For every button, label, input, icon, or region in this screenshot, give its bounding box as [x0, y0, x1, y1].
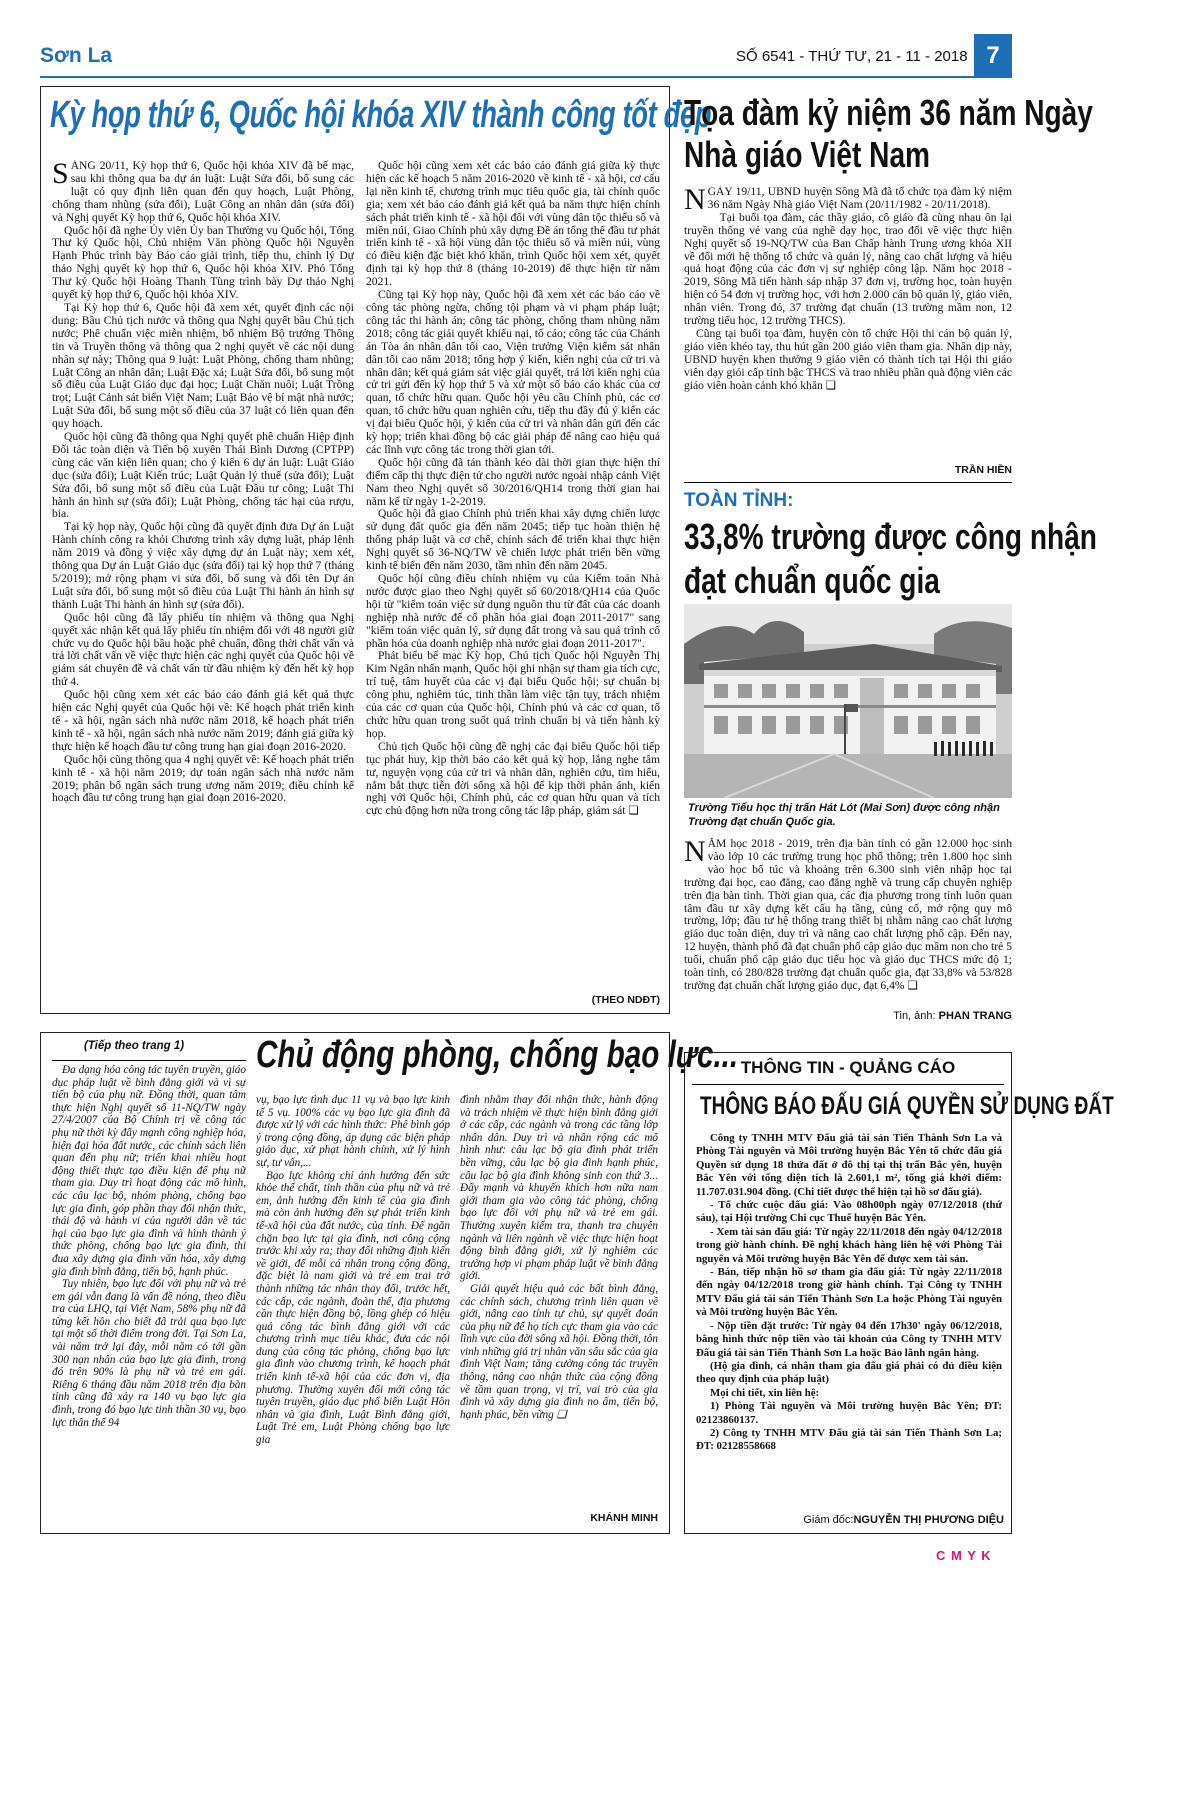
continued-label: (Tiếp theo trang 1) [84, 1040, 185, 1052]
divider [684, 482, 1012, 483]
main-article-byline: (THEO NDĐT) [591, 994, 660, 1006]
byline-prefix: Tin, ảnh: [893, 1010, 936, 1022]
advert-header-rule [692, 1084, 1004, 1085]
school-article-title-2: đạt chuẩn quốc gia [684, 560, 940, 601]
teacher-article-title-1: Tọa đàm kỷ niệm 36 năm Ngày [684, 92, 1093, 133]
school-article-kicker: TOÀN TỈNH: [684, 490, 794, 511]
dropcap: N [684, 838, 706, 868]
school-photo [684, 604, 1012, 798]
teacher-article-body: NGÀY 19/11, UBND huyện Sông Mã đã tổ chức tọa đàm kỷ niệm 36 năm Ngày Nhà giáo Việt Nam (20/11/1982 - 20/11/2018). Tại buổi tọa đàm, các thầy giáo, cô giáo đã cùng nhau ôn lại truyền thống vẻ vang của nghề dạy học, trao đổi về việc thực hiện Nghị quyết số 19-NQ/TW của Ban Chấp hành Trung ương khóa XII về đổi mới hệ thống tổ chức và quản lý, nâng cao chất lượng và hiệu quả hoạt động của các đơn vị sự nghiệp công lập. Năm học 2018 - 2019, Sông Mã tiến hành sáp nhập 37 đơn vị, trường học, toàn huyện hiện có 54 đơn vị trường học, với hơn 2.000 cán bộ quản lý, giáo viên, nhân viên. Trong đó, 37 trường đạt chuẩn (13 trường mầm non, 12 trường tiểu học, 12 trường THCS). Cũng tại buổi tọa đàm, huyện còn tổ chức Hội thi cán bộ quản lý, giáo viên khéo tay, thu hút gần 200 giáo viên tham gia. Nhân dịp này, UBND huyện khen thưởng 9 giáo viên có thành tích tại Hội thi giáo viên dạy giỏi cấp tỉnh bậc THCS và trao nhiều phần quà động viên các giáo viên hoàn cảnh khó khăn ❑ [684, 186, 1012, 392]
school-article-body: NĂM học 2018 - 2019, trên địa bàn tỉnh có gần 12.000 học sinh vào lớp 10 các trường trung học phổ thông; trên 1.800 học sinh vào học bổ túc và khoảng trên 6.300 sinh viên nhập học tại trường đại học, cao đẳng, cao đẳng nghề và trung cấp chuyên nghiệp trên địa bàn tỉnh. Thời gian qua, các địa phương trong tỉnh luôn quan tâm đầu tư xây dựng kết cấu hạ tầng, củng cố, mở rộng quy mô trường, lớp; đầu tư hệ thống trang thiết bị nhằm nâng cao chất lượng giáo dục toàn diện, duy trì và nâng cao chất lượng phổ cập. Đến nay, 12 huyện, thành phố đã đạt chuẩn phổ cập giáo dục mầm non cho trẻ 5 tuổi, chuẩn phổ cập giáo dục tiểu học và giáo dục THCS mức độ 1; toàn tỉnh, có 280/828 trường đạt chuẩn quốc gia, đạt 33,8% và 53/828 trường đạt chuẩn chất lượng giáo dục, đạt 6,4% ❑ [684, 838, 1012, 992]
page-number: 7 [974, 34, 1012, 78]
main-article-col2: Quốc hội cũng xem xét các báo cáo đánh giá giữa kỳ thực hiện các kế hoạch 5 năm 2016-2020 về kinh tế - xã hội, cơ cấu lại nền kinh tế, chương trình mục tiêu quốc gia, tài chính quốc gia; xem xét báo cáo đánh giá kết quả ba năm thực hiện chính sách phát triển kinh tế - xã hội đối với vùng dân tộc thiểu số và miền núi, Giao Chính phủ xây dựng Đề án tổng thể đầu tư phát triển kinh tế - xã hội vùng dân tộc thiểu số và miền núi, vùng có điều kiện đặc biệt khó khăn, trình Quốc hội xem xét, quyết định tại kỳ họp thứ 8 (tháng 10-2019) để thực hiện từ năm 2021. Cũng tại Kỳ họp này, Quốc hội đã xem xét các báo cáo về công tác phòng ngừa, chống tội phạm và vi phạm pháp luật; công tác thi hành án; công tác phòng, chống tham nhũng năm 2018; công tác giải quyết khiếu nại, tố cáo; công tác của Chánh án Tòa án nhân dân tối cao, Viện trưởng Viện kiểm sát nhân dân tối cao năm 2018; tổng hợp ý kiến, kiến nghị của cử tri và nhân dân; kết quả giám sát việc giải quyết, trả lời kiến nghị của cử tri gửi đến kỳ họp thứ 5 và xử một số báo cáo khác của cơ quan, tổ chức hữu quan. Quốc hội yêu cầu Chính phủ, các cơ quan, tổ chức hữu quan nghiên cứu, tiếp thu đầy đủ ý kiến các vị đại biểu Quốc hội, ý kiến của cử tri và nhân dân gửi đến các kỳ họp; triển khai đồng bộ các giải pháp để nâng cao hiệu quả các lĩnh vực công tác trong thời gian tới. Quốc hội cũng đã tán thành kéo dài thời gian thực hiện thí điểm cấp thị thực điện tử cho người nước ngoài nhập cảnh Việt Nam theo Nghị quyết số 30/2016/QH14 trong thời gian hai năm kể từ ngày 1-2-2019. Quốc hội đã giao Chính phủ triển khai xây dựng chiến lược sử dụng đất quốc gia đến năm 2045; tiếp tục hoàn thiện hệ thống pháp luật và cơ chế, chính sách để triển khai thực hiện Nghị quyết số 36-NQ/TW về chiến lược phát triển bền vững kinh tế biển đến năm 2030, tầm nhìn đến năm 2045. Quốc hội cũng điều chỉnh nhiệm vụ của Kiểm toán Nhà nước được giao theo Nghị quyết số 60/2018/QH14 của Quốc hội từ "kiểm toán việc sử dụng nguồn thu từ đất của các doanh nghiệp nhà nước để cổ phần hóa giai đoạn 2011-2017" sang "kiểm toán việc quản lý, sử dụng đất trong và sau quá trình cổ phần hóa của doanh nghiệp nhà nước giai đoạn 2011-2017". Phát biểu bế mạc Kỳ họp, Chủ tịch Quốc hội Nguyễn Thị Kim Ngân nhấn mạnh, Quốc hội ghi nhận sự tham gia tích cực, trí tuệ, tâm huyết của các vị đại biểu Quốc hội; sự chuẩn bị công phu, nghiêm túc, tinh thần làm việc tận tụy, trách nhiệm của các cơ quan của Quốc hội, Chính phủ và các cơ quan, tổ chức hữu quan trong suốt quá trình chuẩn bị và tiến hành kỳ họp. Chủ tịch Quốc hội cũng đề nghị các đại biểu Quốc hội tiếp tục phát huy, kịp thời báo cáo kết quả kỳ họp, lắng nghe tâm tư, nguyện vọng của cử tri và nhân dân, nghiên cứu, tìm hiểu, nắm bắt thực tiễn đời sống xã hội để kịp thời phản ánh, kiến nghị với Quốc hội, Chính phủ, các cơ quan hữu quan và tích cực chủ động hơn nữa trong công tác lập pháp, giám sát ❑ [366, 160, 660, 818]
main-article-col1: SÁNG 20/11, Kỳ họp thứ 6, Quốc hội khóa XIV đã bế mạc, sau khi thông qua ba dự án luật: Luật Sửa đổi, bổ sung các luật có quy định liên quan đến quy hoạch, Luật Phòng, chống tham nhũng (sửa đổi), Luật Công an nhân dân (sửa đổi) và Nghị quyết Kỳ họp thứ 6, Quốc hội khóa XIV. Quốc hội đã nghe Ủy viên Ủy ban Thường vụ Quốc hội, Tổng Thư ký Quốc hội, Chủ nhiệm Văn phòng Quốc hội Nguyễn Hạnh Phúc trình bày Báo cáo giải trình, tiếp thu, chỉnh lý Dự thảo Nghị quyết kỳ họp thứ 6, Quốc hội khóa XIV. Phó Tổng Thư ký Quốc hội Hoàng Thanh Tùng trình bày Dự thảo Nghị quyết kỳ họp thứ 6, Quốc hội khóa XIV. Tại Kỳ họp thứ 6, Quốc hội đã xem xét, quyết định các nội dung: Bầu Chủ tịch nước và thông qua Nghị quyết bầu Chủ tịch nước; Phê chuẩn việc miễn nhiệm, bổ nhiệm Bộ trưởng Thông tin và Truyền thông và thông qua 2 nghị quyết về các nội dung nhân sự này; Thông qua 9 luật: Luật Phòng, chống tham nhũng; Luật Công an nhân dân; Luật Đặc xá; Luật Sửa đổi, bổ sung một số điều của Luật Giáo dục đại học; Luật Chăn nuôi; Luật Trồng trọt; Luật Cảnh sát biển Việt Nam; Luật Bảo vệ bí mật nhà nước; Luật Sửa đổi, bổ sung một số điều của 37 luật có liên quan đến quy hoạch. Quốc hội cũng đã thông qua Nghị quyết phê chuẩn Hiệp định Đối tác toàn diện và Tiến bộ xuyên Thái Bình Dương (CPTPP) cùng các văn kiện liên quan; cho ý kiến 6 dự án luật: Luật Giáo dục (sửa đổi); Luật Kiến trúc; Luật Quản lý thuế (sửa đổi); Luật Sửa đổi, bổ sung một số điều của Luật Đầu tư công; Luật Thi hành án hình sự (sửa đổi); Luật Phòng, chống tác hại của rượu, bia. Tại kỳ họp này, Quốc hội cũng đã quyết định đưa Dự án Luật Hành chính công ra khỏi Chương trình xây dựng luật, pháp lệnh năm 2019 và đồng ý việc xây dựng dự án Luật này; xem xét, thông qua Dự án Luật Giáo dục (sửa đổi) tại kỳ họp thứ 7 (tháng 5/2019); mở rộng phạm vi sửa đổi, bổ sung và đổi tên Dự án Luật sửa đổi, bổ sung một số điều của Luật Thi hành án hình sự thành Luật Thi hành án hình sự (sửa đổi). Quốc hội cũng đã lấy phiếu tín nhiệm và thông qua Nghị quyết xác nhận kết quả lấy phiếu tín nhiệm đối với 48 người giữ chức vụ do Quốc hội bầu hoặc phê chuẩn, đồng thời chất vấn và trả lời chất vấn về việc thực hiện các nghị quyết của Quốc hội về giám sát chuyên đề và chất vấn từ đầu nhiệm kỳ đến hết kỳ họp thứ 4. Quốc hội cũng xem xét các báo cáo đánh giá kết quả thực hiện các Nghị quyết của Quốc hội về: Kế hoạch phát triển kinh tế - xã hội, ngân sách nhà nước năm 2018, kế hoạch phát triển kinh tế - xã hội, ngân sách nhà nước năm 2019; đánh giá giữa kỳ thực hiện kế hoạch đầu tư công trung hạn giai đoạn 2016-2020. Quốc hội cũng thông qua 4 nghị quyết về: Kế hoạch phát triển kinh tế - xã hội năm 2019; dự toán ngân sách nhà nước năm 2019; phân bổ ngân sách trung ương năm 2019; điều chỉnh kế hoạch đầu tư công trung hạn giai đoạn 2016-2020. [52, 160, 354, 805]
issue-date: SỐ 6541 - THỨ TƯ, 21 - 11 - 2018 [736, 48, 968, 65]
photo-caption-1: Trường Tiểu học thị trấn Hát Lót (Mai Sơn) được công nhận [688, 802, 1000, 814]
photo-caption-2: Trường đạt chuẩn Quốc gia. [688, 816, 836, 828]
advert-body: Công ty TNHH MTV Đấu giá tài sản Tiến Thành Sơn La và Phòng Tài nguyên và Môi trường huyện Bắc Yên tổ chức đấu giá Quyền sử dụng 18 thửa đất ở đô thị tại thị trấn Bắc yên, huyện Bắc Yên với tổng diện tích là 2.601,1 m², tổng giá khởi điểm: 11.707.031.904 đồng. (Chi tiết được thể hiện tại hồ sơ đấu giá). - Tổ chức cuộc đấu giá: Vào 08h00ph ngày 07/12/2018 (thứ sáu), tại Hội trường Chi cục Thuế huyện Bắc Yên. - Xem tài sản đấu giá: Từ ngày 22/11/2018 đến ngày 04/12/2018 trong giờ hành chính. Đề nghị khách hàng liên hệ với Phòng Tài nguyên và Môi trường huyện Bắc Yên để được xem tài sản. - Bán, tiếp nhận hồ sơ tham gia đấu giá: Từ ngày 22/11/2018 đến ngày 04/12/2018 trong giờ hành chính. Tại Công ty TNHH MTV Đấu giá tài sản Tiến Thành Sơn La hoặc Phòng Tài nguyên và Môi trường huyện Bắc Yên. - Nộp tiền đặt trước: Từ ngày 04 đến 17h30' ngày 06/12/2018, bằng hình thức nộp tiền vào tài khoản của Công ty TNHH MTV Đấu giá tài sản Tiến Thành Sơn La hoặc Bảo lãnh ngân hàng. (Hộ gia đình, cá nhân tham gia đấu giá phải có đủ điều kiện theo quy định của pháp luật) Mọi chi tiết, xin liên hệ: 1) Phòng Tài nguyên và Môi trường huyện Bắc Yên; ĐT: 02123860137. 2) Công ty TNHH MTV Đấu giá tài sản Tiến Thành Sơn La; ĐT: 02128558668 [696, 1132, 1002, 1453]
teacher-article-byline: TRẦN HIỀN [954, 464, 1012, 476]
school-article-byline [820, 1010, 1012, 1022]
byline: PHAN TRANG [938, 1010, 1012, 1022]
violence-col2: vụ, bạo lực tình dục 11 vụ và bạo lực kinh tế 5 vụ. 100% các vụ bạo lực gia đình đã được xử lý với các hình thức: Phê bình góp ý trong cộng đồng, áp dụng các biện pháp giáo dục, xử phạt hành chính, xử lý hình sự, tư vấn,... Bạo lực không chỉ ảnh hưởng đến sức khỏe thể chất, tinh thần của phụ nữ và trẻ em, ảnh hưởng đến kinh tế của gia đình mà còn ảnh hưởng đến sự phát triển kinh tế-xã hội của đất nước, của tỉnh. Để ngăn chặn bạo lực tại gia đình, nơi công cộng trước khi xảy ra; thay đổi những định kiến về giới, để mỗi cá nhân trong cộng đồng, đặc biệt là nam giới và trẻ em trai trở thành những tác nhân thay đổi, trước hết, các cấp, các ngành, đoàn thể, địa phương cần thực hiện đồng bộ, lồng ghép có hiệu quả công tác bình đẳng giới với các chương trình mục tiêu khác, đưa các nội dung của công tác phòng, chống bạo lực gia đình vào chương trình, kế hoạch phát triển kinh tế-xã hội của các đơn vị, địa phương. Thường xuyên đổi mới công tác tuyên truyền, giáo dục phổ biến Luật Hôn nhân và gia đình, Luật Bình đẳng giới, Luật Trẻ em, Luật Phòng chống bạo lực gia [256, 1094, 450, 1447]
signature-name: NGUYỄN THỊ PHƯƠNG DIỆU [853, 1514, 1004, 1526]
violence-col3: đình nhằm thay đổi nhận thức, hành động và trách nhiệm về thực hiện bình đẳng giới ở các cấp, các ngành và trong các tầng lớp nhân dân. Duy trì và nhân rộng các mô hình như: câu lạc bộ gia đình phát triển bền vững, câu lạc bộ gia đình hạnh phúc, câu lạc bộ gia đình không sinh con thứ 3... Đẩy mạnh và khuyến khích hơn nữa nam giới tham gia vào công tác phòng, chống bạo lực đối với phụ nữ và trẻ em gái. Thường xuyên kiểm tra, thanh tra chuyên ngành và liên ngành về việc thực hiện hoạt động bình đẳng giới, xử lý nghiêm các trường hợp vi phạm pháp luật về bình đẳng giới. Giải quyết hiệu quả các bất bình đẳng, các chính sách, chương trình liên quan về giới, nâng cao tính tự chủ, sự quyết đoán của phụ nữ để họ tích cực tham gia vào các lĩnh vực của đời sống xã hội. Đồng thời, tôn vinh những giá trị nhân văn sâu sắc của gia đình Việt Nam; tăng cường công tác truyền thông, nâng cao nhận thức của cộng đồng về tầm quan trọng, vị trí, vai trò của gia đình và xây dựng gia đình no ấm, tiến bộ, hạnh phúc, bền vững ❑ [460, 1094, 658, 1421]
advert-title: THÔNG BÁO ĐẤU GIÁ QUYỀN SỬ DỤNG ĐẤT [700, 1092, 1114, 1120]
school-article-title-1: 33,8% trường được công nhận [684, 516, 1097, 557]
violence-col1: Đa dạng hóa công tác tuyên truyền, giáo dục pháp luật về bình đẳng giới và vì sự tiến bộ của phụ nữ. Đồng thời, quan tâm thực hiện Nghị quyết số 11-NQ/TW ngày 27/4/2007 của Bộ Chính trị về công tác phụ nữ thời kỳ đẩy mạnh công nghiệp hóa, hiện đại hóa đất nước, các chính sách liên quan đến phụ nữ; triển khai nhiều hoạt động thiết thực tạo điều kiện để phụ nữ tham gia. Duy trì hoạt động các mô hình, các câu lạc bộ, nhóm phòng, chống bạo lực gia đình, góp phần thay đổi nhận thức, thái độ và hành vi của người dân về tác hại của bạo lực gia đình và hình thành ý thức phòng, chống bạo lực gia đình, thi đua xây dựng gia đình văn hóa, xây dựng gia đình bình đẳng, tiến bộ, hạnh phúc. Tuy nhiên, bạo lực đối với phụ nữ và trẻ em gái vẫn đang là vấn đề nóng, theo điều tra của LHQ, tại Việt Nam, 58% phụ nữ đã từng kết hôn cho biết đã trải qua bạo lực tại một số thời điểm trong đời. Tại Sơn La, vài năm trở lại đây, mỗi năm có tới gần 300 nạn nhân của bạo lực gia đình, trong đó trên 90% là phụ nữ và trẻ em gái. Riêng 6 tháng đầu năm 2018 trên địa bàn tỉnh cũng đã xảy ra 140 vụ bạo lực gia đình, trong đó bạo lực tinh thần 30 vụ, bạo lực thân thể 94 [52, 1064, 246, 1429]
dropcap: S [52, 160, 69, 190]
violence-byline: KHÁNH MINH [590, 1512, 658, 1524]
teacher-article-title-2: Nhà giáo Việt Nam [684, 134, 931, 175]
advert-signature [760, 1514, 1004, 1526]
main-article-title: Kỳ họp thứ 6, Quốc hội khóa XIV thành công tốt đẹp [50, 94, 712, 136]
cmyk-marks: C M Y K [936, 1548, 992, 1563]
section-name: Sơn La [40, 44, 113, 67]
header-rule [40, 76, 1012, 78]
dropcap: N [684, 186, 706, 216]
advert-header: THÔNG TIN - QUẢNG CÁO [740, 1058, 956, 1077]
violence-article-title: Chủ động phòng, chống bạo lực... [256, 1034, 739, 1076]
continued-rule [52, 1060, 246, 1061]
signature-prefix: Giám đốc: [803, 1514, 854, 1526]
